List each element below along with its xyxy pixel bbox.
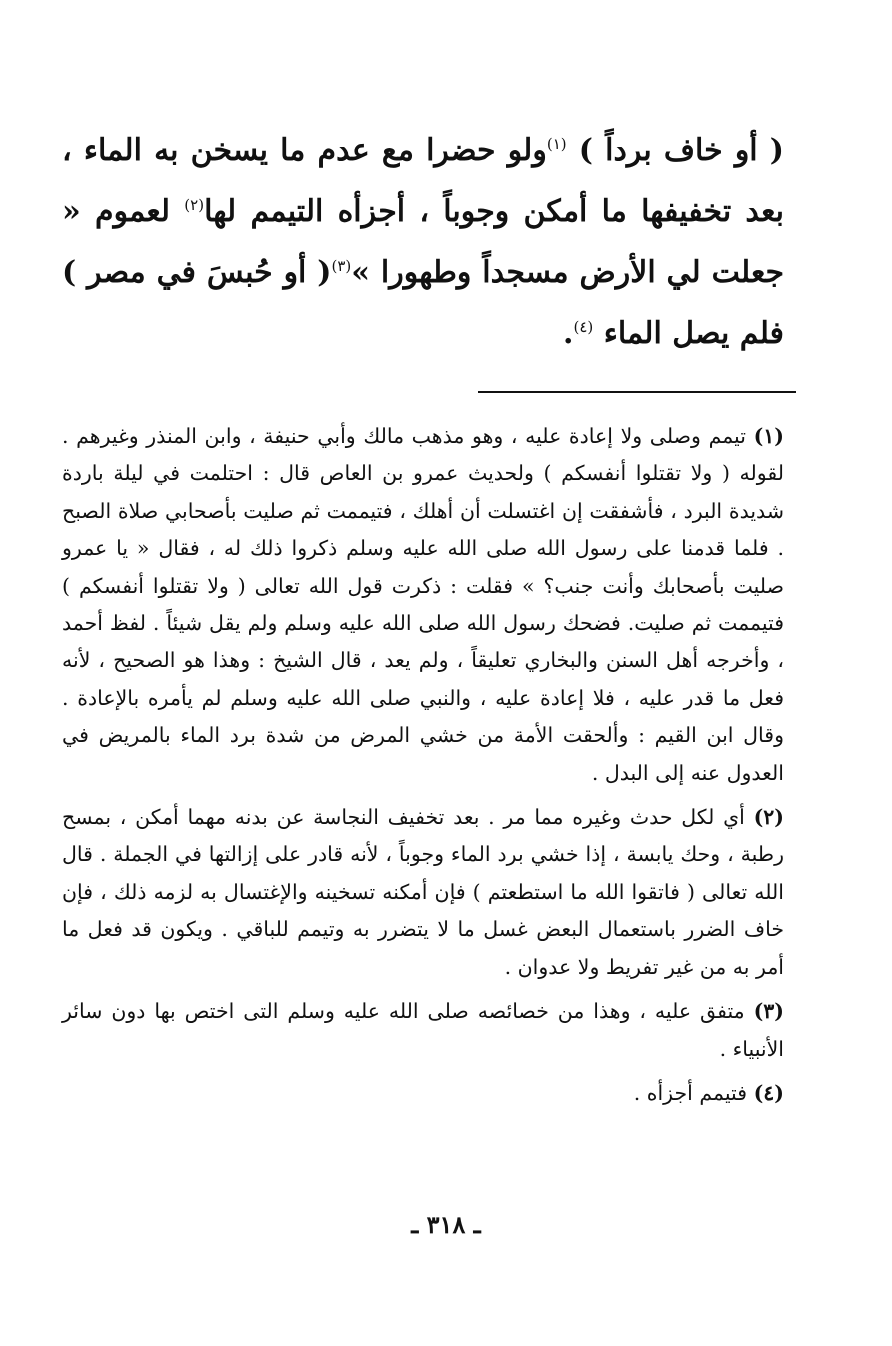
main-paragraph xyxy=(62,120,784,364)
footnote-text: أي لكل حدث وغيره مما مر . بعد تخفيف النجاسة عن بدنه مهما أمكن ، بمسح رطبة ، وحك يابسة ، إذا خشي برد الماء وجوباً ، لأنه قادر على إزالتها في الجملة . قال الله تعالى ( فاتقوا الله ما استطعتم ) فإن أمكنه تسخينه والإغتسال به لزمه ذلك ، فإن خاف الضرر باستعمال البعض غسل ما لا يتضرر به وتيمم للباقي . ويكون قد فعل ما أمر به من غير تفريط ولا عدوان . xyxy=(62,805,784,979)
footnote-number: (٤) xyxy=(753,1080,784,1105)
footnote-4 xyxy=(62,1075,784,1112)
main-text-part-3: لعموم « جعلت لي الأرض مسجداً وطهورا » xyxy=(62,194,784,290)
page-number: ـ ٣١٨ ـ xyxy=(411,1210,481,1239)
footnote-2 xyxy=(62,799,784,986)
footnote-ref-2: (٢) xyxy=(184,196,205,214)
main-text-part-1: ( أو خاف برداً ) xyxy=(566,133,784,168)
footnote-ref-1: (١) xyxy=(546,135,567,153)
main-text-part-2: ولو حضرا مع عدم ما يسخن به الماء ، بعد تخفيفها ما أمكن وجوباً ، أجزأه التيمم لها xyxy=(62,133,784,229)
footnote-divider xyxy=(478,391,796,393)
main-text xyxy=(62,120,784,364)
footnote-1 xyxy=(62,418,784,792)
footnote-3 xyxy=(62,993,784,1068)
footnote-number: (٢) xyxy=(753,805,784,830)
footnote-number: (٣) xyxy=(753,999,784,1024)
footnote-ref-3: (٣) xyxy=(331,257,352,275)
footnote-text: فتيمم أجزأه . xyxy=(633,1080,748,1105)
footnote-ref-4: (٤) xyxy=(573,318,594,336)
footnote-text: متفق عليه ، وهذا من خصائصه صلى الله عليه وسلم التى اختص بها دون سائر الأنبياء . xyxy=(62,999,784,1061)
main-text-part-4: ( أو حُبسَ في مصر ) فلم يصل الماء xyxy=(62,255,784,351)
footnotes xyxy=(62,418,784,1119)
footnote-number: (١) xyxy=(753,424,784,448)
footnote-text: تيمم وصلى ولا إعادة عليه ، وهو مذهب مالك وأبي حنيفة ، وابن المنذر وغيرهم . لقوله ( ولا تقتلوا أنفسكم ) ولحديث عمرو بن العاص قال : احتلمت في ليلة باردة شديدة البرد ، فأشفقت إن اغتسلت أن أهلك ، فتيممت ثم صليت بأصحابي صلاة الصبح . فلما قدمنا على رسول الله صلى الله عليه وسلم ذكروا ذلك له ، فقال « يا عمرو صليت بأصحابك وأنت جنب؟ » فقلت : ذكرت قول الله تعالى ( ولا تقتلوا أنفسكم ) فتيممت ثم صليت. فضحك رسول الله صلى الله عليه وسلم ولم يقل شيئاً . لفظ أحمد ، وأخرجه أهل السنن والبخاري تعليقاً ، ولم يعد ، قال الشيخ : وهذا هو الصحيح ، لأنه فعل ما قدر عليه ، فلا إعادة عليه ، والنبي صلى الله عليه وسلم لم يأمره بالإعادة . وقال ابن القيم : وألحقت الأمة من خشي المرض من شدة برد الماء بالمريض في العدول عنه إلى البدل . xyxy=(62,424,784,785)
main-text-part-5: . xyxy=(563,316,574,351)
